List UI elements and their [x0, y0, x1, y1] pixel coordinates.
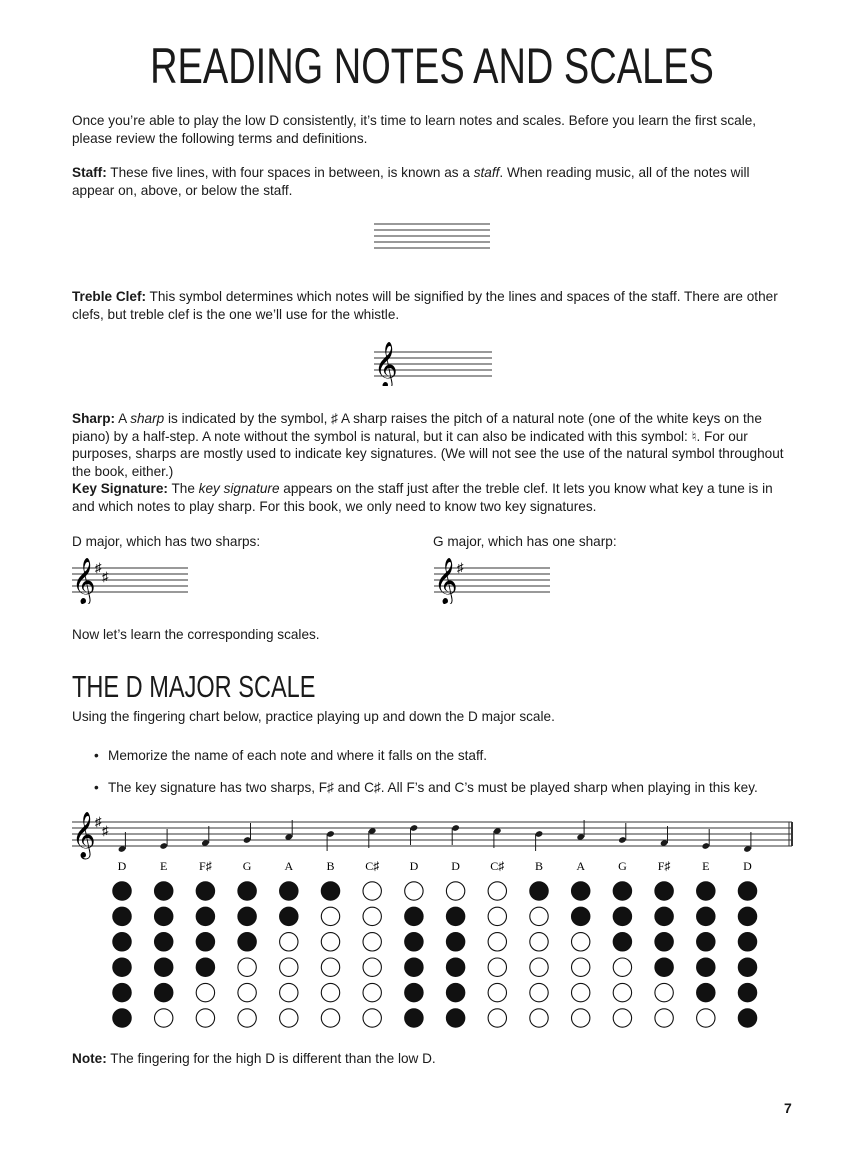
- open-hole-icon: [280, 983, 298, 1001]
- open-hole-icon: [488, 907, 506, 925]
- open-hole-icon: [321, 933, 339, 951]
- covered-hole-icon: [572, 907, 590, 925]
- open-hole-icon: [363, 983, 381, 1001]
- covered-hole-icon: [238, 882, 256, 900]
- open-hole-icon: [321, 907, 339, 925]
- staff-text-a: These five lines, with four spaces in between, is known as a: [106, 165, 474, 180]
- treble-clef-icon: 𝄞: [72, 558, 96, 603]
- open-hole-icon: [613, 983, 631, 1001]
- open-hole-icon: [363, 882, 381, 900]
- covered-hole-icon: [738, 958, 756, 976]
- covered-hole-icon: [405, 933, 423, 951]
- g-major-label: G major, which has one sharp:: [433, 534, 617, 549]
- covered-hole-icon: [113, 958, 131, 976]
- open-hole-icon: [572, 983, 590, 1001]
- covered-hole-icon: [446, 1009, 464, 1027]
- note-label: E: [160, 859, 168, 873]
- note-term: Note:: [72, 1051, 107, 1066]
- open-hole-icon: [321, 1009, 339, 1027]
- open-hole-icon: [363, 1009, 381, 1027]
- covered-hole-icon: [321, 882, 339, 900]
- open-hole-icon: [321, 958, 339, 976]
- covered-hole-icon: [280, 882, 298, 900]
- d-major-label: D major, which has two sharps:: [72, 534, 261, 549]
- bullet-text: The key signature has two sharps, F♯ and C♯. All F’s and C’s must be played sharp when playing in this key.: [108, 780, 758, 795]
- open-hole-icon: [613, 958, 631, 976]
- treble-clef-icon: 𝄞: [374, 342, 398, 386]
- covered-hole-icon: [405, 907, 423, 925]
- open-hole-icon: [280, 958, 298, 976]
- staff-definition: [72, 164, 794, 199]
- covered-hole-icon: [446, 958, 464, 976]
- bullet-icon: •: [94, 748, 99, 763]
- keysig-text-a: The: [167, 481, 199, 496]
- open-hole-icon: [488, 933, 506, 951]
- note-label: A: [284, 859, 294, 873]
- open-hole-icon: [655, 983, 673, 1001]
- keysig-text-b: appears on the staff just after the treble clef. It lets you know what key a tune is in and which notes to play sharp. For this book, we only need to know two key signatures.: [72, 481, 773, 514]
- open-hole-icon: [655, 1009, 673, 1027]
- open-hole-icon: [280, 933, 298, 951]
- bullet-item: [94, 747, 487, 764]
- note-label: B: [534, 859, 544, 873]
- staff-text-b: . When reading music, all of the notes will appear on, above, or below the staff.: [72, 165, 750, 198]
- open-hole-icon: [572, 958, 590, 976]
- covered-hole-icon: [655, 882, 673, 900]
- open-hole-icon: [488, 882, 506, 900]
- covered-hole-icon: [155, 958, 173, 976]
- covered-hole-icon: [572, 882, 590, 900]
- covered-hole-icon: [113, 933, 131, 951]
- treble-clef-staff: [372, 340, 494, 386]
- covered-hole-icon: [196, 958, 214, 976]
- note-label: D: [117, 859, 127, 873]
- open-hole-icon: [488, 983, 506, 1001]
- note-text: [72, 1050, 794, 1068]
- open-hole-icon: [321, 983, 339, 1001]
- covered-hole-icon: [446, 933, 464, 951]
- note-label: G: [242, 859, 252, 873]
- sharp-text-a: A: [115, 411, 131, 426]
- note-label: C♯: [365, 859, 380, 873]
- covered-hole-icon: [113, 907, 131, 925]
- d-major-key-signature: [70, 556, 192, 604]
- covered-hole-icon: [405, 1009, 423, 1027]
- open-hole-icon: [238, 983, 256, 1001]
- g-major-key-signature: [432, 556, 554, 604]
- open-hole-icon: [697, 1009, 715, 1027]
- covered-hole-icon: [697, 933, 715, 951]
- covered-hole-icon: [155, 907, 173, 925]
- note-label: G: [618, 859, 627, 873]
- open-hole-icon: [530, 958, 548, 976]
- covered-hole-icon: [697, 882, 715, 900]
- open-hole-icon: [238, 1009, 256, 1027]
- sharp-definition: [72, 410, 794, 480]
- note-body: The fingering for the high D is different than the low D.: [106, 1051, 436, 1066]
- covered-hole-icon: [155, 983, 173, 1001]
- open-hole-icon: [572, 933, 590, 951]
- covered-hole-icon: [738, 933, 756, 951]
- treble-clef-icon: 𝄞: [434, 558, 458, 603]
- open-hole-icon: [613, 1009, 631, 1027]
- note-label: D: [743, 859, 752, 873]
- open-hole-icon: [363, 958, 381, 976]
- key-signature-definition: [72, 480, 794, 515]
- note-label: B: [326, 859, 335, 873]
- bullet-icon: •: [94, 780, 99, 795]
- sharp-icon: ♯: [95, 560, 102, 575]
- note-label: D: [409, 859, 419, 873]
- covered-hole-icon: [697, 983, 715, 1001]
- covered-hole-icon: [738, 983, 756, 1001]
- covered-hole-icon: [405, 958, 423, 976]
- section-heading: THE D MAJOR SCALE: [72, 669, 316, 704]
- open-hole-icon: [488, 958, 506, 976]
- covered-hole-icon: [113, 1009, 131, 1027]
- covered-hole-icon: [196, 907, 214, 925]
- open-hole-icon: [446, 882, 464, 900]
- covered-hole-icon: [738, 882, 756, 900]
- covered-hole-icon: [738, 907, 756, 925]
- covered-hole-icon: [655, 958, 673, 976]
- staff-italic: staff: [473, 165, 500, 180]
- covered-hole-icon: [738, 1009, 756, 1027]
- open-hole-icon: [572, 1009, 590, 1027]
- covered-hole-icon: [238, 907, 256, 925]
- treble-term: Treble Clef:: [72, 289, 147, 304]
- covered-hole-icon: [655, 907, 673, 925]
- treble-text: This symbol determines which notes will be signified by the lines and spaces of the staff. There are other clefs, but treble clef is the one we’ll use for the whistle.: [72, 289, 778, 322]
- open-hole-icon: [155, 1009, 173, 1027]
- covered-hole-icon: [446, 983, 464, 1001]
- note-label: F♯: [657, 859, 671, 873]
- scale-staff: [72, 822, 792, 846]
- open-hole-icon: [280, 1009, 298, 1027]
- covered-hole-icon: [613, 882, 631, 900]
- covered-hole-icon: [113, 983, 131, 1001]
- now-learn-text: Now let’s learn the corresponding scales.: [72, 627, 320, 642]
- covered-hole-icon: [405, 983, 423, 1001]
- open-hole-icon: [530, 933, 548, 951]
- section-intro: Using the fingering chart below, practice playing up and down the D major scale.: [72, 709, 555, 724]
- sharp-icon: ♯: [457, 560, 464, 575]
- open-hole-icon: [530, 983, 548, 1001]
- covered-hole-icon: [280, 907, 298, 925]
- sharp-icon: ♯: [102, 823, 109, 838]
- covered-hole-icon: [655, 933, 673, 951]
- d-major-scale-chart: [70, 810, 800, 1035]
- covered-hole-icon: [155, 933, 173, 951]
- note-label: C♯: [490, 859, 505, 873]
- intro-paragraph: Once you’re able to play the low D consistently, it’s time to learn notes and scales. Before you learn the first scale, please review the following terms and definitions.: [72, 113, 757, 146]
- open-hole-icon: [196, 1009, 214, 1027]
- staff-term: Staff:: [72, 165, 107, 180]
- open-hole-icon: [196, 983, 214, 1001]
- staff-illustration: [374, 222, 492, 252]
- open-hole-icon: [530, 907, 548, 925]
- note-label: D: [451, 859, 460, 873]
- bullet-text: Memorize the name of each note and where it falls on the staff.: [108, 748, 488, 763]
- open-hole-icon: [363, 907, 381, 925]
- sharp-italic: sharp: [130, 411, 165, 426]
- open-hole-icon: [405, 882, 423, 900]
- covered-hole-icon: [155, 882, 173, 900]
- open-hole-icon: [238, 958, 256, 976]
- treble-clef-definition: [72, 288, 794, 323]
- sharp-icon: ♯: [95, 814, 102, 829]
- page-title: READING NOTES AND SCALES: [150, 38, 714, 94]
- sharp-text-b: is indicated by the symbol, ♯ A sharp raises the pitch of a natural note (one of the white keys on the piano) by a half-step. A note without the symbol is natural, but it can also be indicated with this symbol: ♮. For our purposes, sharps are mostly used to indicate key signatures. (We will not see the use of the natural symbol throughout the book, either.): [72, 411, 784, 479]
- covered-hole-icon: [530, 882, 548, 900]
- page-number: 7: [784, 1100, 792, 1116]
- covered-hole-icon: [196, 882, 214, 900]
- open-hole-icon: [530, 1009, 548, 1027]
- note-label: A: [576, 859, 586, 873]
- covered-hole-icon: [613, 907, 631, 925]
- note-label: E: [702, 859, 710, 873]
- keysig-italic: key signature: [198, 481, 280, 496]
- covered-hole-icon: [697, 907, 715, 925]
- note-label: F♯: [199, 859, 212, 873]
- covered-hole-icon: [697, 958, 715, 976]
- bullet-item: [94, 779, 758, 796]
- keysig-term: Key Signature:: [72, 481, 168, 496]
- sharp-term: Sharp:: [72, 411, 116, 426]
- covered-hole-icon: [446, 907, 464, 925]
- sharp-icon: ♯: [102, 569, 109, 584]
- covered-hole-icon: [196, 933, 214, 951]
- open-hole-icon: [363, 933, 381, 951]
- covered-hole-icon: [613, 933, 631, 951]
- open-hole-icon: [488, 1009, 506, 1027]
- covered-hole-icon: [113, 882, 131, 900]
- covered-hole-icon: [238, 933, 256, 951]
- treble-clef-icon: 𝄞: [72, 812, 96, 857]
